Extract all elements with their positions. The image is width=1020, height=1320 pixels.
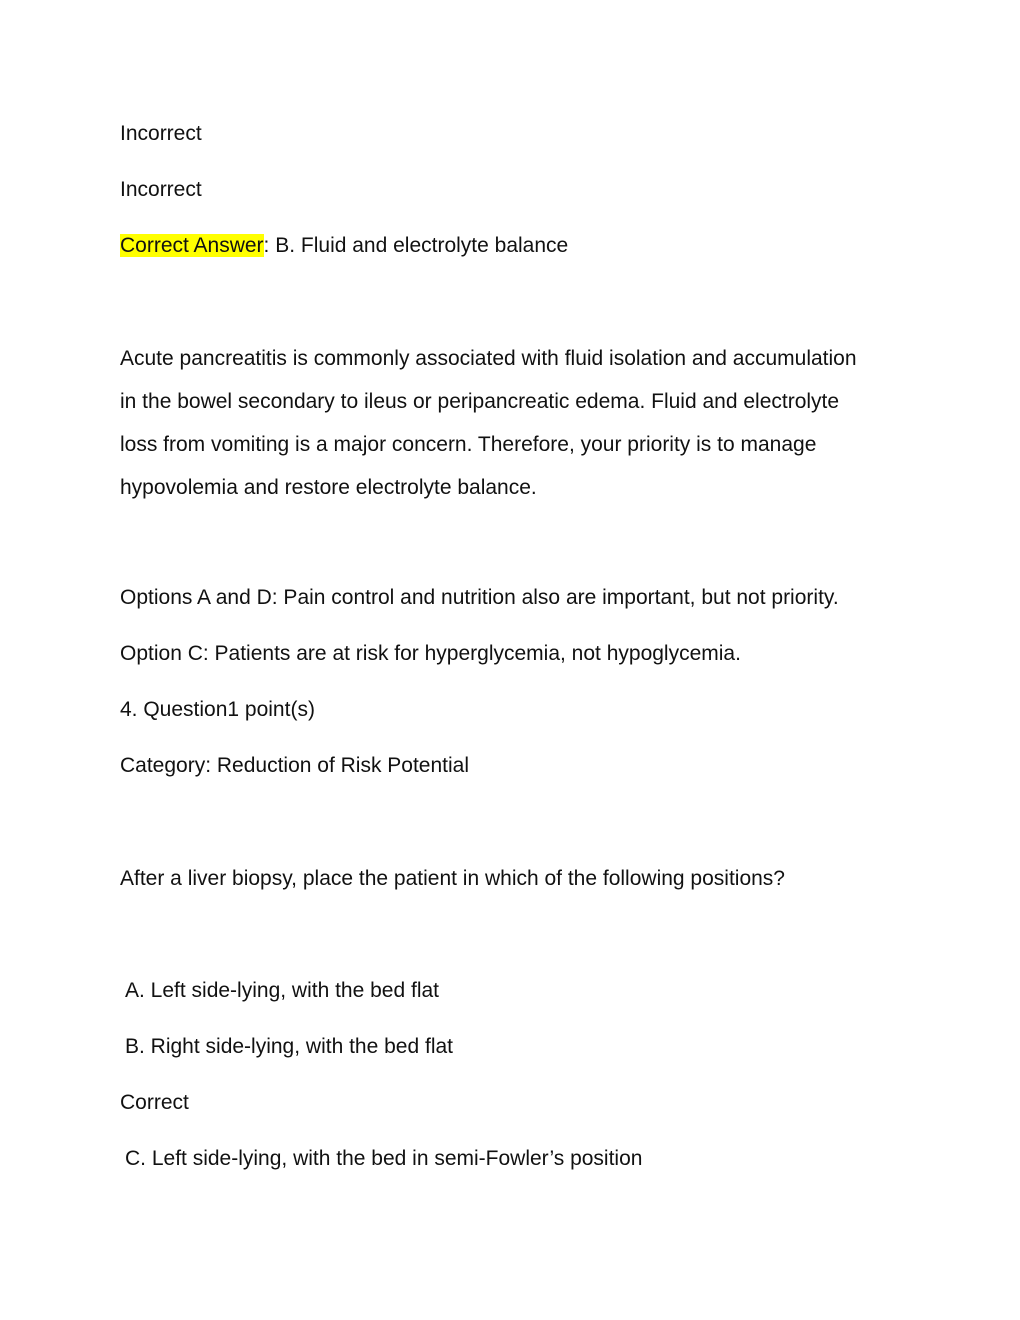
correct-answer-text: : B. Fluid and electrolyte balance (263, 234, 569, 257)
choice-c: C. Left side-lying, with the bed in semi-Fowler’s position (125, 1147, 643, 1170)
question-header: 4. Question1 point(s) (120, 698, 315, 721)
choice-a: A. Left side-lying, with the bed flat (125, 979, 440, 1002)
status-incorrect-1: Incorrect (120, 122, 202, 145)
option-ad-explanation: Options A and D: Pain control and nutrition also are important, but not priority. (120, 586, 839, 609)
correct-answer-label: Correct Answer (120, 234, 264, 257)
rationale-line: in the bowel secondary to ileus or peripancreatic edema. Fluid and electrolyte (120, 390, 840, 413)
rationale-line: hypovolemia and restore electrolyte balance. (120, 476, 537, 499)
question-category: Category: Reduction of Risk Potential (120, 754, 470, 777)
option-c-explanation: Option C: Patients are at risk for hyperglycemia, not hypoglycemia. (120, 642, 741, 665)
choice-b-status: Correct (120, 1091, 189, 1114)
status-incorrect-2: Incorrect (120, 178, 202, 201)
choice-b: B. Right side-lying, with the bed flat (125, 1035, 454, 1058)
question-text: After a liver biopsy, place the patient in which of the following positions? (120, 867, 785, 890)
rationale-line: loss from vomiting is a major concern. Therefore, your priority is to manage (120, 433, 817, 456)
rationale-line: Acute pancreatitis is commonly associated with fluid isolation and accumulation (120, 347, 857, 370)
rationale-paragraph (120, 337, 900, 509)
correct-answer-line (120, 232, 568, 260)
